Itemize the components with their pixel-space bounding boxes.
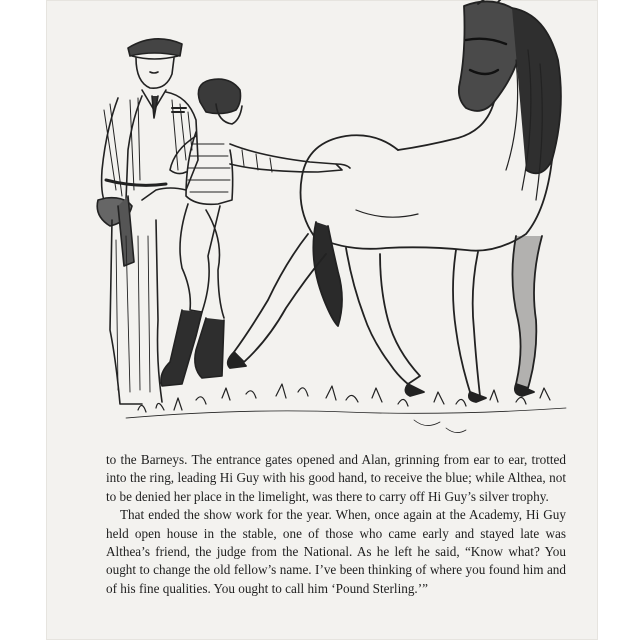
paragraph-1: to the Barneys. The entrance gates opened and Alan, grinning from ear to ear, trotted into the ring, leading Hi Guy with his good hand, to receive the blue; while Althea, not to be denied her place in the limelight, was there to carry off Hi Guy’s silver trophy. — [106, 452, 566, 504]
grass-ground — [126, 384, 566, 433]
body-text — [106, 451, 566, 598]
illustration-officer-girl-horse — [46, 0, 598, 450]
book-page — [46, 0, 598, 640]
horse-figure — [228, 0, 561, 402]
paragraph-2: That ended the show work for the year. When, once again at the Academy, Hi Guy held open house in the stable, one of those who came early and stayed late was Althea’s friend, the judge from the National. As he left he said, “Know what? You ought to change the old fellow’s name. I’ve been thinking of where you found him and of his fine qualities. You ought to call him ‘Pound Sterling.’” — [106, 507, 566, 596]
